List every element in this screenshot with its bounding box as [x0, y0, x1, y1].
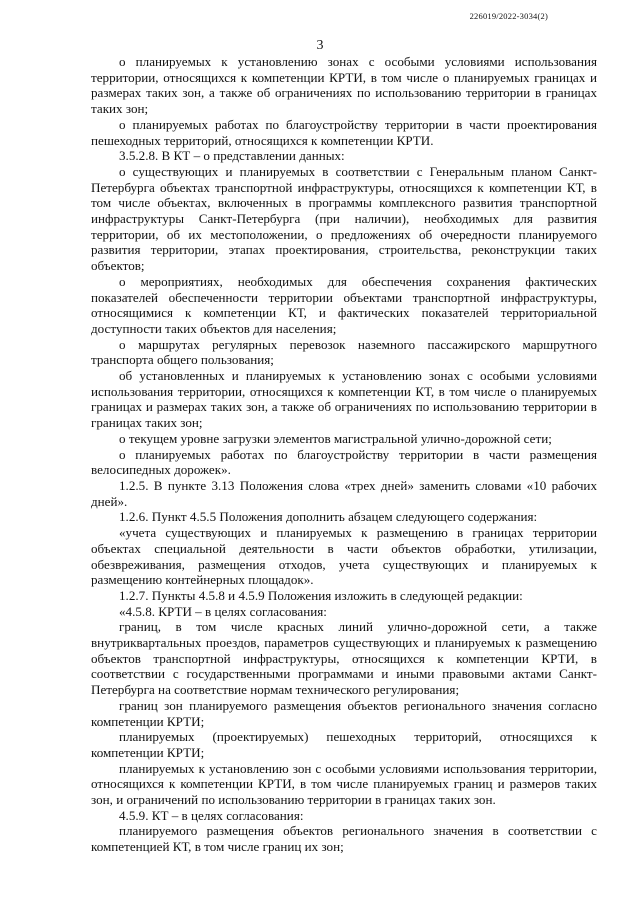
paragraph: «учета существующих и планируемых к размещению в границах территории объектах специальной деятельности в части объектов обработки, утилизации, обезвреживания, размещения отходов, учета существующих и планируемых к размещению контейнерных площадок».	[91, 525, 597, 588]
paragraph: о планируемых работах по благоустройству территории в части проектирования пешеходных территорий, относящихся к компетенции КРТИ.	[91, 116, 597, 148]
paragraph: о маршрутах регулярных перевозок наземного пассажирского маршрутного транспорта общего пользования;	[91, 336, 597, 368]
paragraph: границ зон планируемого размещения объектов регионального значения согласно компетенции КРТИ;	[91, 697, 597, 729]
paragraph: о мероприятиях, необходимых для обеспечения сохранения фактических показателей обеспеченности территории объектами транспортной инфраструктуры, относящимися к компетенции КТ, и фактических показателей территориальной доступности таких объектов для населения;	[91, 273, 597, 336]
paragraph: о планируемых к установлению зонах с особыми условиями использования территории, относящихся к компетенции КРТИ, в том числе о планируемых границах и размерах таких зон, а также об ограничениях по использованию территории в границах таких зон;	[91, 54, 597, 117]
paragraph: 3.5.2.8. В КТ – о представлении данных:	[119, 148, 345, 164]
paragraph: 1.2.7. Пункты 4.5.8 и 4.5.9 Положения изложить в следующей редакции:	[119, 587, 523, 603]
paragraph: о планируемых работах по благоустройству территории в части размещения велосипедных дорожек».	[91, 446, 597, 478]
paragraph: о существующих и планируемых в соответствии с Генеральным планом Санкт-Петербурга объектах транспортной инфраструктуры, относящихся к компетенции КТ, в том числе объектах, включенных в программы комплексного развития транспортной инфраструктуры Санкт-Петербурга (при наличии), необходимых для развития территории, об их местоположении, о предложениях об очередности планируемого развития территории, этапах проектирования, строительства, реконструкции таких объектов;	[91, 163, 597, 274]
paragraph: «4.5.8. КРТИ – в целях согласования:	[119, 603, 327, 619]
page-number: 3	[316, 38, 324, 53]
paragraph: 4.5.9. КТ – в целях согласования:	[119, 807, 304, 823]
paragraph: границ, в том числе красных линий улично-дорожной сети, а также внутриквартальных проездов, параметров существующих и планируемых к размещению объектов транспортной инфраструктуры, относящихся к компетенции КРТИ, в соответствии с государственными программами и иными правовыми актами Санкт-Петербурга на соответствие нормам технического регулирования;	[91, 619, 597, 698]
paragraph: планируемых к установлению зон с особыми условиями использования территории, относящихся к компетенции КРТИ, в том числе планируемых границ и размеров таких зон, и ограничений по использованию территории в границах таких зон.	[91, 760, 597, 808]
paragraph: о текущем уровне загрузки элементов магистральной улично-дорожной сети;	[119, 430, 552, 446]
paragraph: 1.2.5. В пункте 3.13 Положения слова «трех дней» заменить словами «10 рабочих дней».	[91, 477, 597, 509]
document-number: 226019/2022-3034(2)	[469, 11, 548, 21]
document-body	[91, 54, 597, 855]
paragraph: 1.2.6. Пункт 4.5.5 Положения дополнить абзацем следующего содержания:	[119, 509, 538, 525]
paragraph: об установленных и планируемых к установлению зонах с особыми условиями использования территории, относящихся к компетенции КТ, в том числе о планируемых границах и размерах таких зон, а также об ограничениях по использованию территории в границах таких зон;	[91, 368, 597, 431]
paragraph: планируемых (проектируемых) пешеходных территорий, относящихся к компетенции КРТИ;	[91, 729, 597, 760]
paragraph: планируемого размещения объектов регионального значения в соответствии с компетенцией КТ, в том числе границ их зон;	[91, 823, 597, 855]
